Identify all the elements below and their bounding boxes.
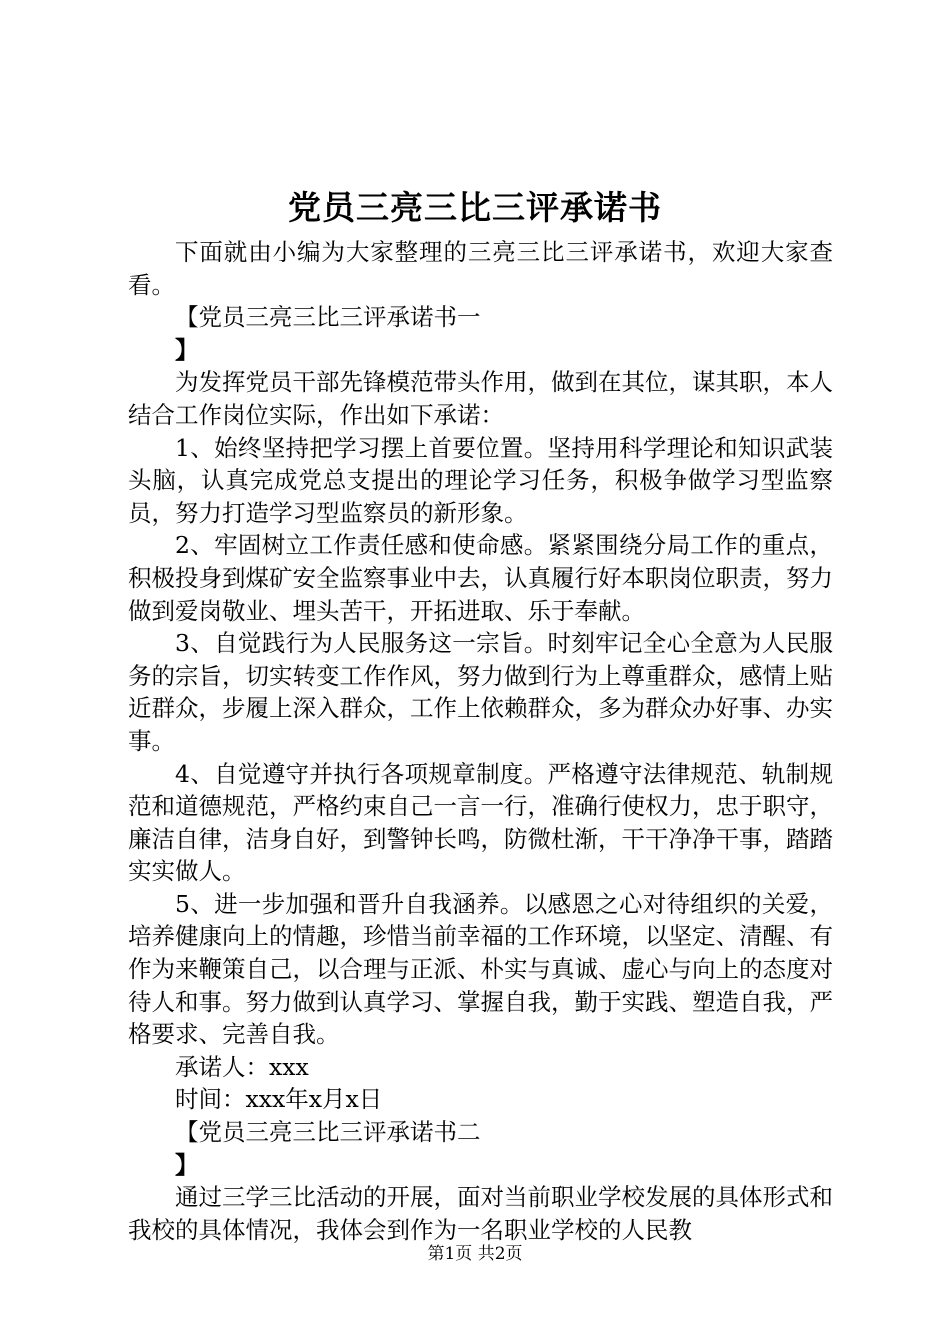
paragraph: 2、牢固树立工作责任感和使命感。紧紧围绕分局工作的重点，积极投身到煤矿安全监察事业中去，认真履行好本职岗位职责，努力做到爱岗敬业、埋头苦干，开拓进取、乐于奉献。 — [128, 531, 833, 625]
paragraph: 1、始终坚持把学习摆上首要位置。坚持用科学理论和知识武装头脑，认真完成党总支提出的理论学习任务，积极争做学习型监察员，努力打造学习型监察员的新形象。 — [128, 433, 833, 527]
page-footer: 第1页 共2页 — [427, 1244, 523, 1264]
paragraph: 5、进一步加强和晋升自我涵养。以感恩之心对待组织的关爱，培养健康向上的情趣，珍惜当前幸福的工作环境，以坚定、清醒、有作为来鞭策自己，以合理与正派、朴实与真诚、虚心与向上的态度对待人和事。努力做到认真学习、掌握自我，勤于实践、塑造自我，严格要求、完善自我。 — [128, 889, 833, 1049]
section-heading-2: 【党员三亮三比三评承诺书二 — [175, 1118, 481, 1147]
paragraph: 通过三学三比活动的开展，面对当前职业学校发展的具体形式和我校的具体情况，我体会到作为一名职业学校的人民教 — [128, 1183, 833, 1244]
paragraph: 为发挥党员干部先锋模范带头作用，做到在其位，谋其职，本人结合工作岗位实际，作出如下承诺： — [128, 368, 833, 429]
section-heading-2-close: 】 — [175, 1150, 199, 1179]
document-title: 党员三亮三比三评承诺书 — [288, 188, 662, 227]
paragraph: 3、自觉践行为人民服务这一宗旨。时刻牢记全心全意为人民服务的宗旨，切实转变工作作风，努力做到行为上尊重群众，感情上贴近群众，步履上深入群众，工作上依赖群众，多为群众办好事、办实事。 — [128, 629, 833, 755]
section-heading-1: 【党员三亮三比三评承诺书一 — [175, 303, 481, 332]
promisor-line: 承诺人：xxx — [175, 1052, 309, 1081]
paragraph: 4、自觉遵守并执行各项规章制度。严格遵守法律规范、轨制规范和道德规范，严格约束自己一言一行，准确行使权力，忠于职守，廉洁自律，洁身自好，到警钟长鸣，防微杜渐，干干净净干事，踏踏实实做人。 — [128, 759, 833, 886]
section-heading-1-close: 】 — [175, 335, 199, 364]
document-body — [128, 236, 833, 1246]
date-line: 时间：xxx年x月x日 — [175, 1085, 383, 1114]
intro-paragraph: 下面就由小编为大家整理的三亮三比三评承诺书，欢迎大家查看。 — [128, 238, 833, 299]
